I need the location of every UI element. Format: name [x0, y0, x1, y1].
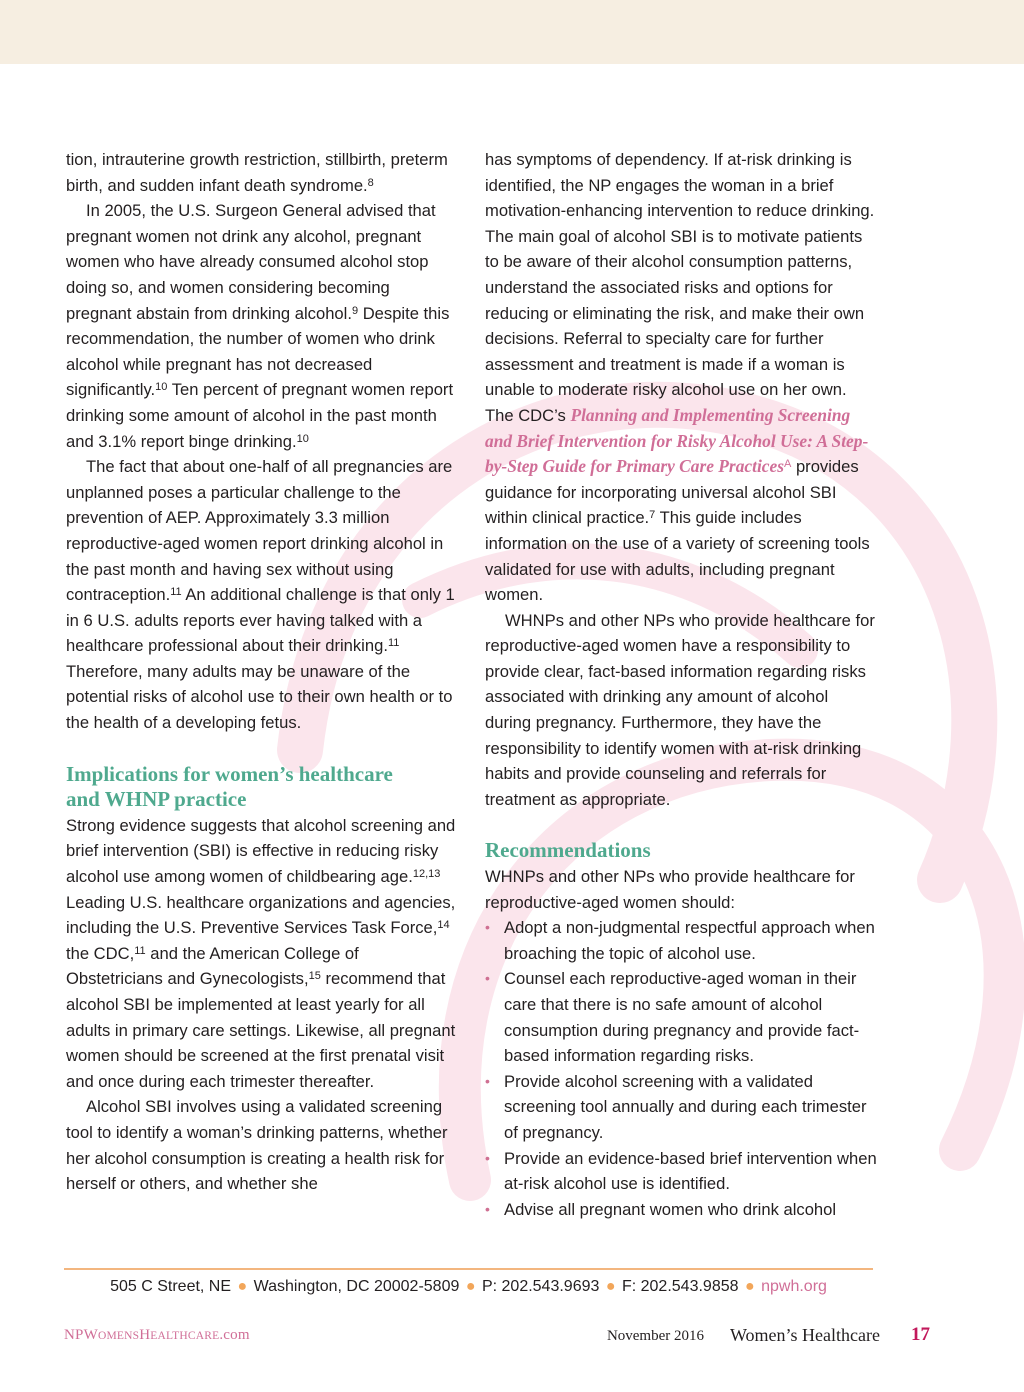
section-heading-implications: Implications for women’s healthcare and WHNP practice — [66, 761, 393, 812]
separator-dot-icon: ● — [237, 1278, 248, 1295]
bullet-icon: • — [485, 1200, 490, 1217]
list-item: • Provide an evidence-based brief intervention when at-risk alcohol use is identified. — [485, 1146, 877, 1197]
site-link[interactable]: NPWOMENSHEALTHCARE.com — [64, 1327, 250, 1343]
paragraph: Strong evidence suggests that alcohol screening and brief intervention (SBI) is effective in reducing risky alcohol use among women of childbearing age.$^{12,13}$ Leading U.S. healthcare organizations and agencies, including the U.S. Preventive Services Task Force,$^{14}$ the CDC,$^{11}$ and the American College of Obstetricians and Gynecologists,$^{15}$ recommend that alcohol SBI be implemented at least yearly for all adults in primary care settings. Likewise, all pregnant women should be screened at the first prenatal visit and once during each trimester thereafter. — [66, 815, 456, 1091]
paragraph: The fact that about one-half of all pregnancies are unplanned poses a particular challenge to the prevention of AEP. Approximately 3.3 million reproductive-aged women report drinking alcohol in the past month and having sex without using contraception.$^{11}$ An additional challenge is that only 1 in 6 U.S. adults reports ever having talked with a healthcare professional about their drinking.$^{11}$ Therefore, many adults may be unaware of the potential risks of alcohol use to their own health or to the health of a developing fetus. — [66, 457, 455, 733]
paragraph: tion, intrauterine growth restriction, stillbirth, preterm birth, and sudden infant death syndrome.$^8$ — [66, 150, 448, 195]
list-item: • Counsel each reproductive-aged woman in their care that there is no safe amount of alcohol consumption during pregnancy and provide fact-based information regarding risks. — [485, 966, 877, 1068]
paragraph: has symptoms of dependency. If at-risk drinking is identified, the NP engages the woman in a brief motivation-enhancing intervention to reduce drinking. The main goal of alcohol SBI is to motivate patients to be aware of their alcohol consumption patterns, understand the associated risks and options for reducing or eliminating the risk, and make their own decisions. Referral to specialty care for further assessment and treatment is made if a woman is unable to moderate risky alcohol use on her own. The CDC’s Planning and Implementing Screening and Brief Intervention for Risky Alcohol Use: A Step-by-Step Guide for Primary Care Practices$^A$ provides guidance for incorporating universal alcohol SBI within clinical practice.$^7$ This guide includes information on the use of a variety of screening tools validated for use with adults, including pregnant women. — [485, 150, 875, 605]
bullet-icon: • — [485, 970, 490, 987]
separator-dot-icon: ● — [744, 1278, 755, 1295]
footer-divider — [64, 1268, 873, 1270]
running-footer — [64, 1325, 930, 1349]
list-item: • Provide alcohol screening with a validated screening tool annually and during each trimester of pregnancy. — [485, 1069, 877, 1146]
separator-dot-icon: ● — [465, 1278, 476, 1295]
paragraph: Alcohol SBI involves using a validated screening tool to identify a woman’s drinking patterns, whether her alcohol consumption is creating a health risk for herself or others, and whether she — [66, 1097, 448, 1194]
bullet-icon: • — [485, 1149, 490, 1166]
guide-title-link[interactable]: Planning and Implementing Screening and Brief Intervention for Risky Alcohol Use: A Step-by-Step Guide for Primary Care Practices — [485, 404, 869, 477]
right-column — [485, 147, 877, 1222]
journal-title: Women’s Healthcare — [730, 1325, 880, 1345]
section-heading-recommendations: Recommendations — [485, 838, 651, 863]
separator-dot-icon: ● — [605, 1278, 616, 1295]
list-item: • Adopt a non-judgmental respectful approach when broaching the topic of alcohol use. — [485, 915, 877, 966]
fax: F: 202.543.9858 — [621, 1278, 739, 1295]
recommendations-list — [485, 915, 877, 1222]
paragraph: In 2005, the U.S. Surgeon General advised that pregnant women not drink any alcohol, pregnant women who have already consumed alcohol stop doing so, and women considering becoming pregnant abstain from drinking alcohol.$^9$ Despite this recommendation, the number of women who drink alcohol while pregnant has not decreased significantly.$^{10}$ Ten percent of pregnant women report drinking some amount of alcohol in the past month and 3.1% report binge drinking.$^{10}$ — [66, 201, 454, 451]
left-column — [66, 147, 456, 1197]
issue-date: November 2016 — [606, 1328, 704, 1344]
city: Washington, DC 20002-5809 — [253, 1278, 460, 1295]
website-link[interactable]: npwh.org — [761, 1278, 827, 1295]
paragraph: WHNPs and other NPs who provide healthcare for reproductive-aged women have a responsibility to provide clear, fact-based information regarding risks associated with drinking any amount of alcohol during pregnancy. Furthermore, they have the responsibility to identify women with at-risk drinking habits and provide counseling and referrals for treatment as appropriate. — [485, 610, 875, 809]
recommendations-intro: WHNPs and other NPs who provide healthcare for reproductive-aged women should: — [485, 867, 855, 912]
bullet-icon: • — [485, 919, 490, 936]
top-header-band — [0, 0, 1024, 64]
list-item: • Advise all pregnant women who drink alcohol — [485, 1197, 877, 1223]
bullet-icon: • — [485, 1072, 490, 1089]
address: 505 C Street, NE — [110, 1278, 232, 1295]
page-number: 17 — [911, 1324, 930, 1345]
contact-info — [64, 1276, 873, 1298]
phone: P: 202.543.9693 — [481, 1278, 600, 1295]
